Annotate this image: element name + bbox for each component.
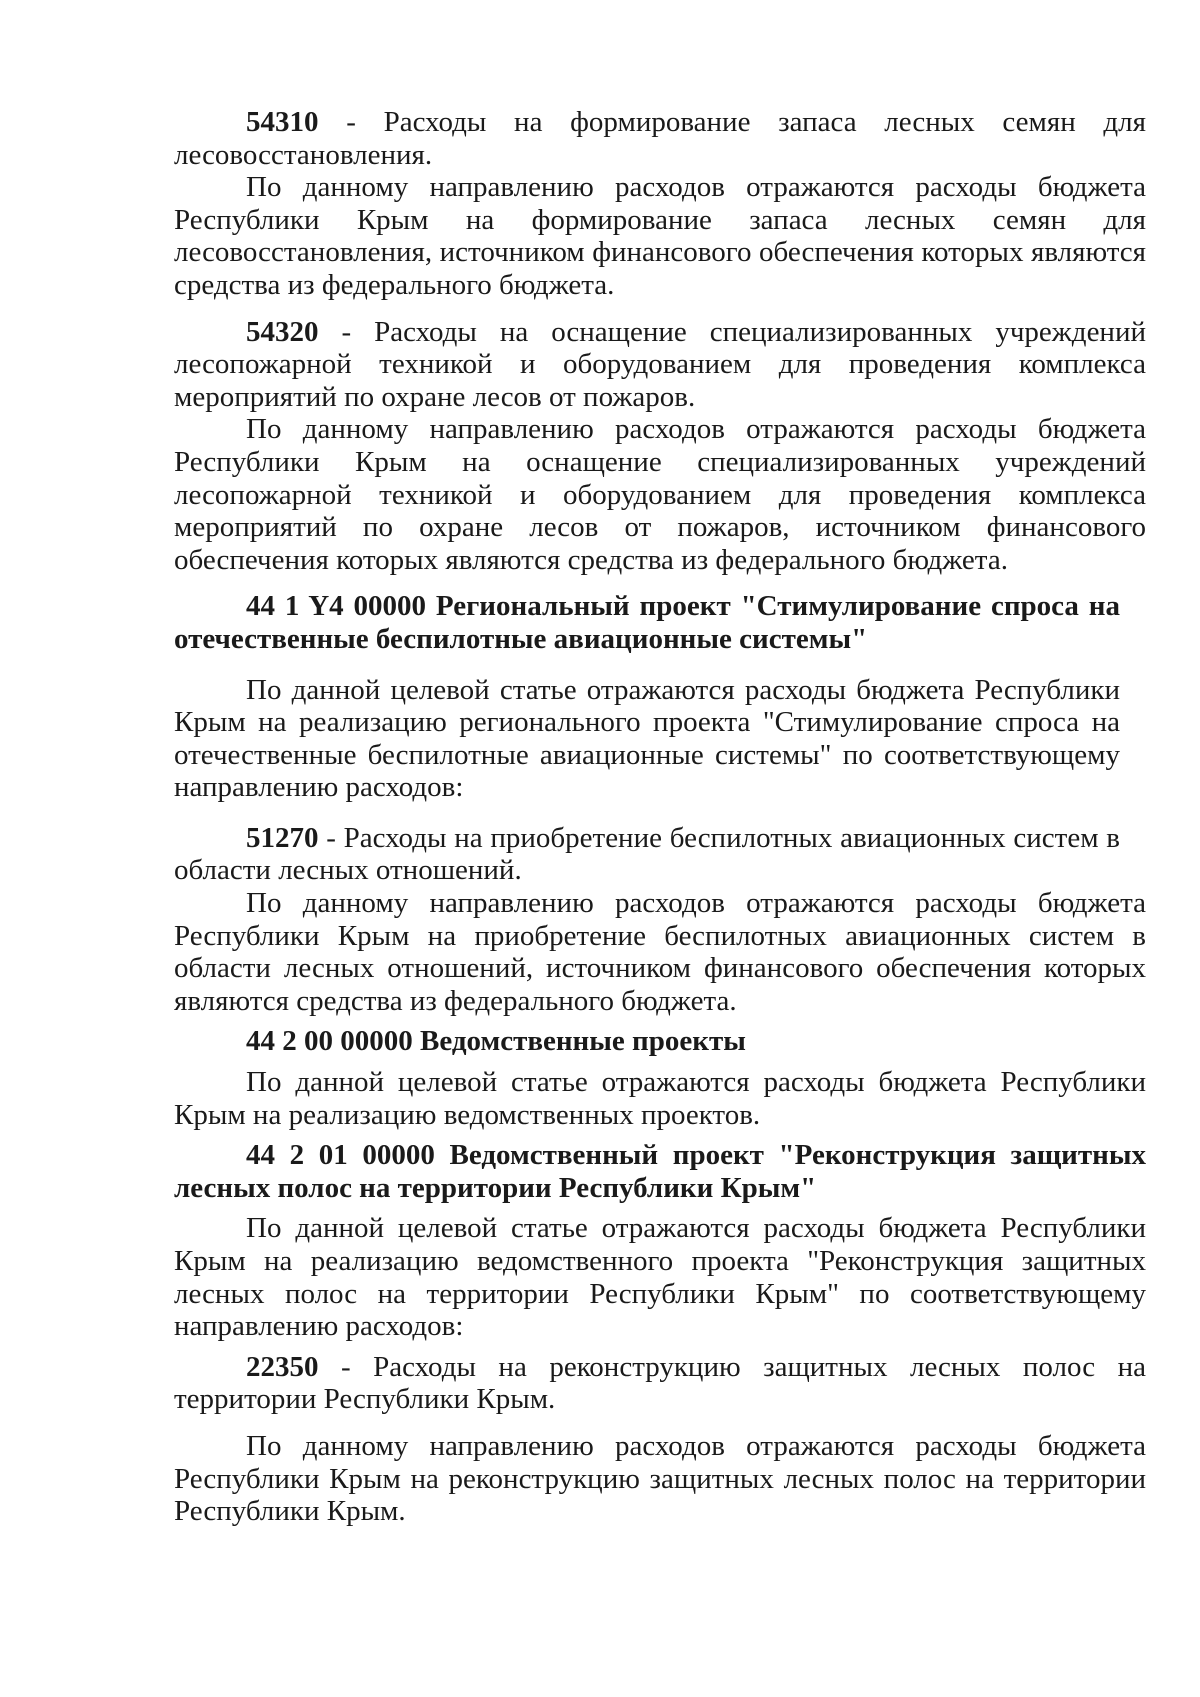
expense-title: Расходы на оснащение специализированных учреждений лесопожарной техникой и оборудованием для проведения комплекса мероприятий по охране лесов от пожаров. (174, 315, 1146, 413)
expense-title: Расходы на формирование запаса лесных семян для лесовосстановления. (174, 106, 1146, 171)
section-description: По данной целевой статье отражаются расходы бюджета Республики Крым на реализацию ведомственных проектов. (174, 1066, 1146, 1131)
expense-title: Расходы на приобретение беспилотных авиационных систем в области лесных отношений. (174, 821, 1120, 887)
section-heading: 44 2 01 00000 Ведомственный проект "Реконструкция защитных лесных полос на территории Республики Крым" (174, 1139, 1146, 1204)
expense-description: По данному направлению расходов отражаются расходы бюджета Республики Крым на оснащение специализированных учреждений лесопожарной техникой и оборудованием для проведения комплекса мероприятий по охране лесов от пожаров, источником финансового обеспечения которых являются средства из федерального бюджета. (174, 413, 1146, 576)
expense-description: По данному направлению расходов отражаются расходы бюджета Республики Крым на приобретение беспилотных авиационных систем в области лесных отношений, источником финансового обеспечения которых являются средства из федерального бюджета. (174, 887, 1146, 1017)
expense-item-54320 (174, 316, 1146, 414)
document-page (174, 106, 1146, 1528)
separator: - (318, 315, 375, 348)
separator: - (318, 821, 344, 854)
section-heading: 44 2 00 00000 Ведомственные проекты (246, 1025, 746, 1058)
expense-description: По данному направлению расходов отражаются расходы бюджета Республики Крым на реконструкцию защитных лесных полос на территории Республики Крым. (174, 1429, 1146, 1528)
section-description: По данной целевой статье отражаются расходы бюджета Республики Крым на реализацию ведомственного проекта "Реконструкция защитных лесных полос на территории Республики Крым" по соответствующему направлению расходов: (174, 1212, 1146, 1343)
expense-code: 54310 (246, 106, 319, 138)
expense-code: 22350 (246, 1350, 319, 1383)
expense-item-22350 (174, 1351, 1146, 1416)
separator: - (318, 1350, 374, 1383)
expense-code: 51270 (246, 821, 319, 854)
expense-code: 54320 (246, 315, 319, 348)
separator: - (318, 106, 384, 138)
expense-description: По данному направлению расходов отражаются расходы бюджета Республики Крым на формирование запаса лесных семян для лесовосстановления, источником финансового обеспечения которых являются средства из федерального бюджета. (174, 171, 1146, 301)
expense-item-51270 (174, 822, 1120, 887)
expense-item-54310 (174, 106, 1146, 171)
section-heading: 44 1 Y4 00000 Региональный проект "Стимулирование спроса на отечественные беспилотные авиационные системы" (174, 590, 1120, 655)
section-description: По данной целевой статье отражаются расходы бюджета Республики Крым на реализацию регионального проекта "Стимулирование спроса на отечественные беспилотные авиационные системы" по соответствующему направлению расходов: (174, 673, 1120, 804)
expense-title: Расходы на реконструкцию защитных лесных полос на территории Республики Крым. (174, 1350, 1146, 1416)
